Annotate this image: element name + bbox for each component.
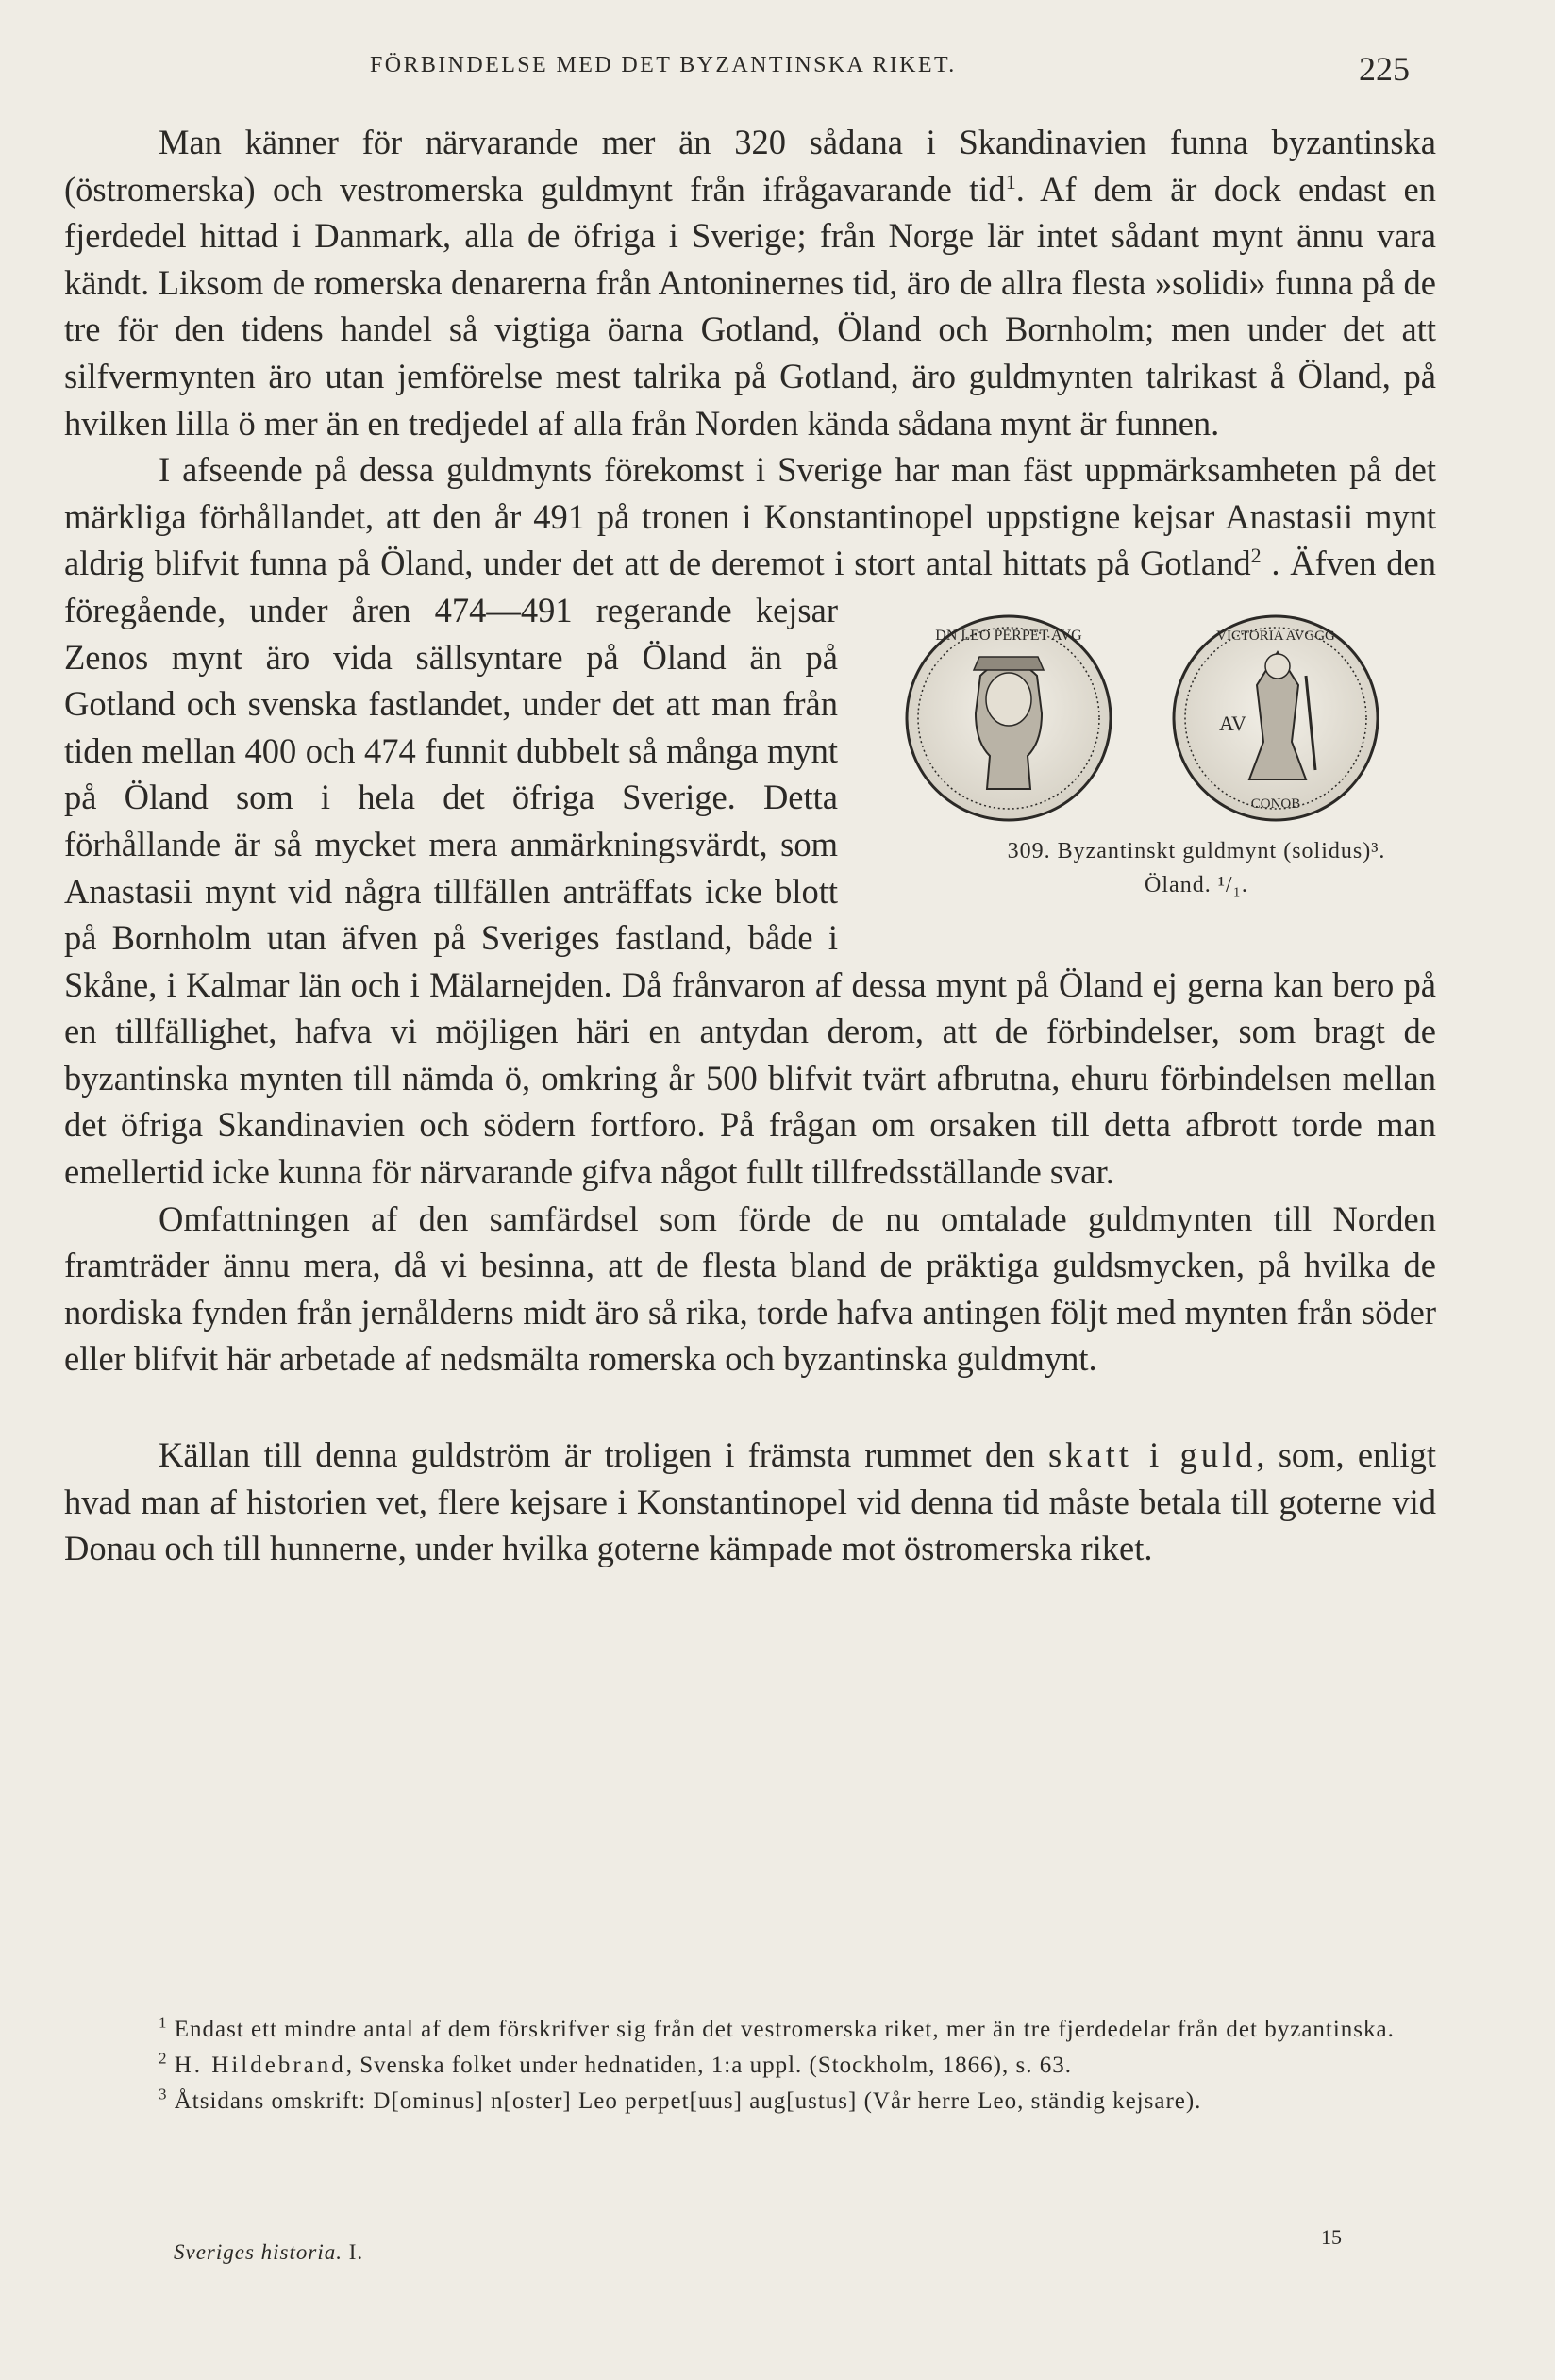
paragraph-4-text-a: Källan till denna guldström är troligen i främsta rummet den: [159, 1435, 1048, 1475]
sheet-number: 15: [1321, 2225, 1342, 2249]
running-title: FÖRBINDELSE MED DET BYZANTINSKA RIKET.: [370, 53, 957, 77]
footnote-1: [64, 2012, 1436, 2048]
footnote-1-mark: 1: [159, 2013, 168, 2032]
paragraph-1-text-b: . Af dem är dock endast en fjerdedel hittad i Danmark, alla de öfriga i Sverige; från Norge lär intet sådant mynt ännu vara kändt. Liksom de romerska denarerna från Antoninernes tid, äro de allra flesta »solidi» funna på de tre för den tidens handel så vigtiga öarna Gotland, Öland och Bornholm; men under det att silfvermynten äro utan jemförelse mest talrika på Gotland, äro guldmynten talrikast å Öland, på hvilken lilla ö mer än en tredjedel af alla från Norden kända sådana mynt är funnen.: [64, 169, 1436, 443]
paragraph-3-text: Omfattningen af den samfärdsel som förde de nu omtalade guldmynten till Norden framträder ännu mera, då vi besinna, att de flesta bland de präktiga guldsmycken, på hvilka de nordiska fynden från jernålderns midt äro så rika, torde hafva antingen följt med mynten från söder eller blifvit här arbetade af nedsmälta romerska och byzantinska guldmynt.: [64, 1198, 1436, 1379]
field-mark: AV: [1219, 711, 1246, 735]
paragraph-4-spaced: skatt i guld: [1047, 1435, 1257, 1475]
figure-anchor-text: . Äfven den föregående, under åren 474—491 regerande kejsar Zenos mynt äro vida sällsyntare på Öland än på Gotland och svenska fastlandet, under det att man från tiden mellan 400 och 474 funnit dubbelt så många mynt på Öland som i hela det öfriga Sverige. Detta förhållande är så mycket mera anmärkningsvärdt, som Anastasii mynt vid några tillfällen anträffats icke blott på Bornholm utan äfven på Sveriges fastland, både i Skåne, i Kalmar län och i Mälarnejden. Då frånvaron af dessa mynt på Öland ej gerna kan bero på en tillfällighet, hafva vi möjligen häri en antydan derom, att de förbindelser, som bragt de byzantinska mynten till nämda ö, omkring år 500 blifvit tvärt afbrutna, ehuru förbindelsen mellan det öfriga Skandinavien och södern fortforo. På frågan om orsaken till detta afbrott torde man emellertid icke kunna för närvarande gifva något fullt tillfredsställande svar.: [64, 544, 1436, 1192]
paragraph-4-text-b: , som, enligt hvad man af historien vet, flere kejsare i Konstantinopel vid denna tid måste betala till goterne vid Donau och till hunnerne, under hvilka goterne kämpade mot östromerska riket.: [64, 1435, 1436, 1568]
body-text: [64, 119, 1436, 1572]
paragraph-2: [64, 446, 1436, 1196]
reverse-exergue: CONOB: [1250, 796, 1301, 812]
footnote-2-text: , Svenska folket under hednatiden, 1:a uppl. (Stockholm, 1866), s. 63.: [345, 2053, 1072, 2078]
footnotes: [64, 2012, 1436, 2120]
signature-title: Sveriges historia.: [174, 2240, 343, 2264]
obverse-legend: DN LEO PERPET AVG: [935, 627, 1082, 644]
footnote-1-text: Endast ett mindre antal af dem förskrifver sig från det vestromerska riket, mer än tre fjerdedelar från det byzantinska.: [174, 2017, 1395, 2042]
printer-signature: [174, 2240, 363, 2265]
reverse-legend: VICTORIA AVGGG: [1216, 628, 1335, 644]
footnote-3: [64, 2084, 1436, 2120]
caption-line-2: Öland. ¹/₁.: [1145, 872, 1248, 897]
paragraph-1: [64, 119, 1436, 446]
paragraph-2-text-a: I afseende på dessa guldmynts förekomst i Sverige har man fäst uppmärksamheten på det märkliga förhållandet, att den år 491 på tronen i Konstantinopel uppstigne kejsar Anastasii mynt aldrig blifvit funna på Öland, under det att de deremot i stort antal hittats på Gotland: [64, 450, 1436, 583]
footnote-ref-2: 2: [1250, 544, 1262, 568]
caption-line-1: 309. Byzantinskt guldmynt (solidus)³.: [1007, 838, 1386, 863]
paragraph-3: [64, 1196, 1436, 1383]
footnote-2: [64, 2048, 1436, 2084]
paragraph-1-text-a: Man känner för närvarande mer än 320 sådana i Skandinavien funna byzantinska (östromerska) och vestromerska guldmynt från ifrågavarande tid: [64, 123, 1436, 209]
footnote-2-mark: 2: [159, 2049, 168, 2068]
paragraph-4: [64, 1432, 1436, 1572]
signature-volume: I.: [348, 2240, 364, 2264]
coin-reverse: [1174, 616, 1378, 820]
page-number: 225: [1359, 50, 1410, 88]
footnote-2-author: H. Hildebrand: [174, 2053, 346, 2078]
coin-figure: [862, 600, 1436, 921]
footnote-3-text: Åtsidans omskrift: D[ominus] n[oster] Leo perpet[uus] aug[ustus] (Vår herre Leo, ständig kejsare).: [174, 2088, 1202, 2114]
coin-illustration: [862, 600, 1436, 827]
footnote-3-mark: 3: [159, 2085, 168, 2103]
running-head: [0, 49, 1555, 87]
coin-obverse: [907, 616, 1111, 820]
footnote-ref-1: 1: [1005, 169, 1016, 193]
figure-caption: [862, 834, 1436, 902]
